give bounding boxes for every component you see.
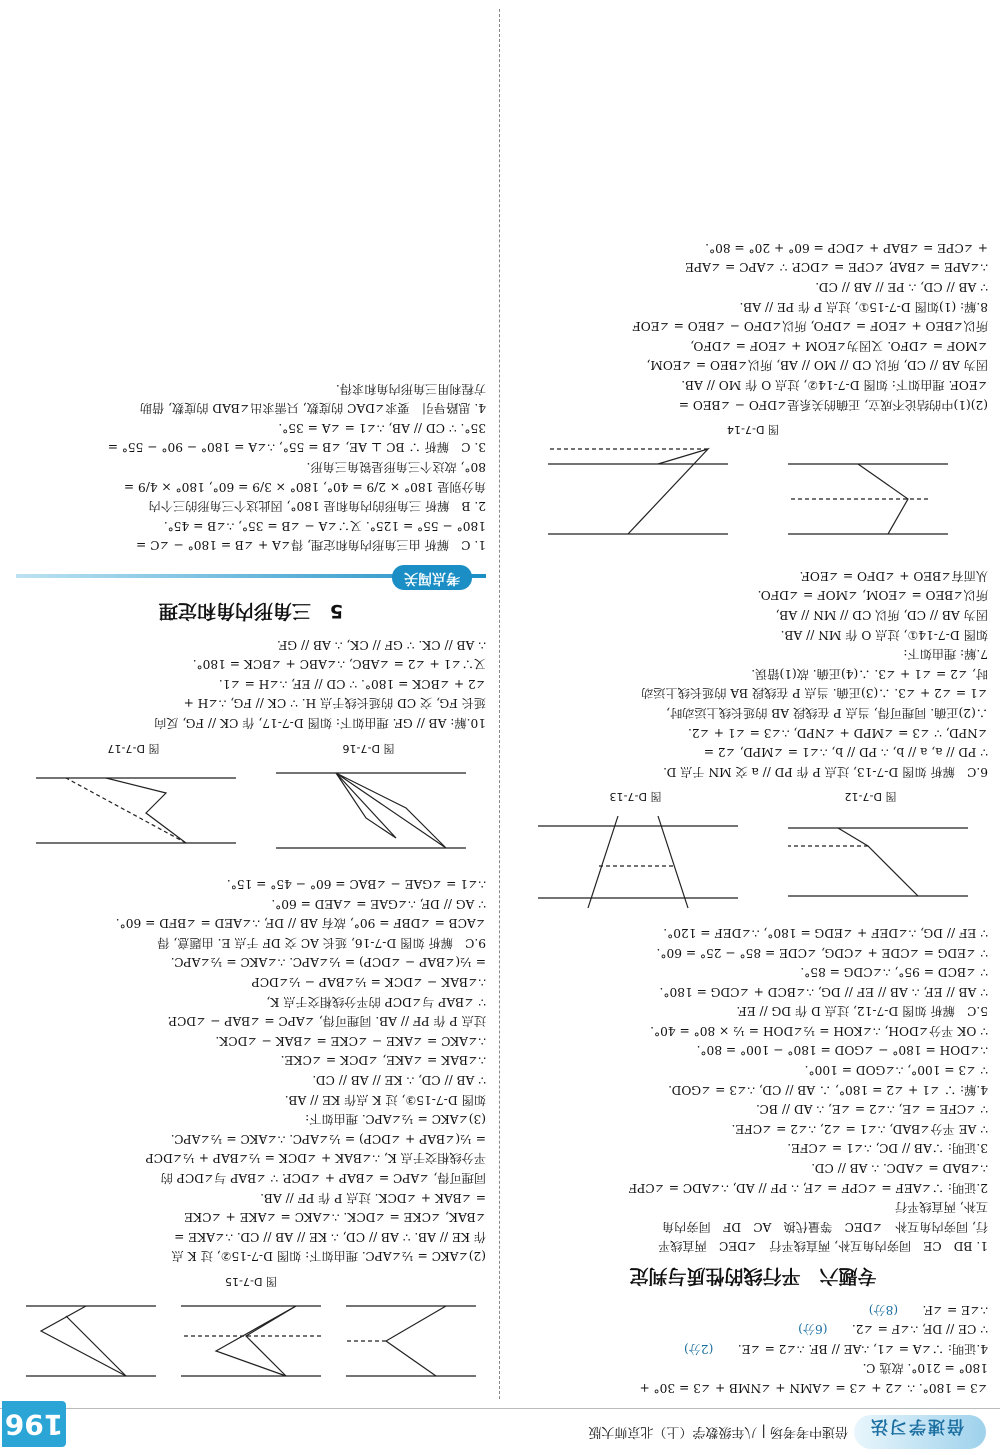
text-line: ∴∠AKC = ∠AKE − ∠CKE = ∠BAK − ∠DCK. xyxy=(215,1033,486,1048)
text-line: (2)∠AKC = ½∠APC. 理由如下: 如图 D-7-15②, 过 K 点 xyxy=(171,1249,486,1264)
text-line: ∴∠BAD = ∠ADC. ∴ AB // CD. xyxy=(811,1161,988,1176)
text-line: 因为 AB // CD, 所以 CD // MN // AB, xyxy=(775,608,988,622)
text-line: ∵ EF // DG, ∴∠DEF + ∠EDG = 180°, ∴∠DEF = 120°. xyxy=(663,925,988,940)
brand-logo: 倍速学习法 xyxy=(854,1415,986,1449)
text-line: ∠MOF = ∠DFO. 又因为∠EOM + ∠EOF = ∠DFO, xyxy=(690,338,988,353)
geometry-diagram xyxy=(16,1291,486,1391)
text-line: 180° − 55° = 125°. 又∵∠A − ∠B = 35°, ∴∠B = 45°. xyxy=(163,518,486,533)
text-line: 80°, 故这个三角形是锐角三角形. xyxy=(306,460,486,474)
section-title: 5 三角形内角和定理 xyxy=(158,599,344,622)
score-label: (8分) xyxy=(868,1302,899,1317)
geometry-diagram xyxy=(518,806,988,916)
text-line: 10.解: AB // GF. 理由如下: 如图 D-7-17, 作 CK // FG, 反向 xyxy=(154,715,486,730)
text-line: 过点 P 作 PF // AB. 同理可得, ∠APC = ∠BAP − ∠DCP. xyxy=(167,1014,486,1029)
section-title: 专题六 平行线的性质与判定 xyxy=(629,1265,877,1288)
text-line: ∠EOF. 理由如下: 如图 D-7-14②, 过点 O 作 MO // AB. xyxy=(681,378,988,393)
text-line: 4. 思路导引 要求∠DAC 的度数, 只需求出∠BAD 的度数, 借助 xyxy=(139,401,486,416)
text-line: ∵ AG // DF, ∴∠GAE = ∠AED = 60°. xyxy=(271,896,486,911)
text-line: 如图 D-7-15③, 过 K 点作 KE // AB. xyxy=(284,1092,486,1107)
text-line: 延长 FG, 交 CD 的延长线于点 H. ∵ CK // FG, ∴∠H + xyxy=(183,696,486,711)
text-line: 角分别是 180° × 2/9 = 40°, 180° × 3/9 = 60°, 180° × 4/9 = xyxy=(123,479,486,494)
text-line: ∵ CE // DF, ∴∠F = ∠2. (6分) xyxy=(798,1322,988,1337)
text-line: ∴∠BAK = ∠AKE, ∠DCK = ∠CKE. xyxy=(280,1053,486,1068)
book-title: 倍速中考考场 | 八年级数学（上）北京师大版 xyxy=(588,1424,848,1439)
text-line: 又∵∠1 + ∠2 = ∠ABC, ∴∠ABC + ∠BCK = 180°. xyxy=(192,657,486,672)
text-line: ∴∠APE = ∠BAP, ∠CPE = ∠DCP. ∵ ∠APC = ∠APE xyxy=(685,260,988,275)
text-line: 所以∠BEO + ∠EOF = ∠DFO, 所以∠DFO − ∠BEO = ∠EOF xyxy=(632,319,988,334)
text-line: ∵ AB // CD, ∴ KE // AB // CD. xyxy=(312,1073,486,1088)
text-line: 平分线相交于点 K, ∴∠BAK + ∠DCK = ½∠BAP + ½∠DCP xyxy=(145,1151,486,1166)
text-line: ∠2 + ∠BCK = 180°. ∵ CD // EF, ∴∠H = ∠1. xyxy=(218,676,486,691)
text-line: ∵ AE 平分∠BAD, ∴∠1 = ∠2, ∴∠2 = ∠CFE. xyxy=(731,1121,988,1136)
text-line: 互补, 两直线平行 xyxy=(894,1200,988,1215)
column-divider xyxy=(499,9,500,1399)
text-line: 如图 D-7-14①, 过点 O 作 MN // AB. xyxy=(780,627,988,642)
text-line: 3. C 解析 ∵ BC ⊥ AE, ∠B = 55°, ∴∠A = 180° − 90° − 55° = xyxy=(107,440,486,455)
text-line: 时, ∠2 = ∠1 + ∠3. ∴(4)正确. 故(1)错误. xyxy=(751,666,988,681)
left-column xyxy=(518,237,988,1397)
text-line: (2)(1)中的结论不成立, 正确的关系是∠DFO − ∠BEO = xyxy=(678,397,988,412)
geometry-diagram xyxy=(518,439,988,559)
text-line: ∠ACB = ∠DBF = 90°, 故有 AB // DF, ∴∠AED = ∠BFD = 60°. xyxy=(115,916,486,931)
text-line: ∵ PD // a, a // b, ∴ PD // b, ∴∠1 = ∠MPD, ∠2 = xyxy=(703,745,988,760)
page-number: 196 xyxy=(2,1401,66,1447)
text-line: ∠3 = 180°. ∴ ∠2 + ∠3 = ∠AMN + ∠NMB + ∠3 = 30° + xyxy=(639,1381,988,1395)
text-line: 从而有∠BEO + ∠DFO = ∠EOF. xyxy=(799,568,988,583)
text-line: ∴ AB // CK. ∵ GF // CK, ∴ AB // GF. xyxy=(277,637,486,652)
score-label: (6分) xyxy=(798,1322,828,1337)
text-line: (3)∠AKC = ½∠APC. 理由如下: xyxy=(305,1112,486,1127)
figure-caption: 图 D-7-14 xyxy=(727,423,779,437)
text-line: ∴∠DOH = 180° − ∠GOD = 180° − 100° = 80°. xyxy=(696,1043,988,1058)
text-line: 1. BD CE 同旁内角互补, 两直线平行 ∠DEC 两直线平 xyxy=(658,1239,988,1254)
text-line: ∵ OK 平分∠DOH, ∴∠KOH = ½∠DOH = ½ × 80° = 40°. xyxy=(650,1023,988,1038)
text-line: ∴∠BAK − ∠DCK = ½∠BAP − ½∠DCP xyxy=(251,975,486,990)
text-line: 35°. ∵ CD // AB, ∴∠1 = ∠A = 35°. xyxy=(278,420,486,435)
text-line: ∵ ∠BCD = 95°, ∴∠CDG = 85°. xyxy=(800,965,988,980)
text-line: 4.证明: ∵∠A = ∠1, ∴AE // BF. ∴∠2 = ∠E. (2分) xyxy=(683,1341,988,1356)
text-line: 2. B 解析 三角形的内角和是 180°, 因此这个三角形的三个内 xyxy=(148,499,486,514)
section-band xyxy=(16,562,486,590)
text-line: 9.C 解析 如图 D-7-16, 延长 AC 交 DF 于点 E. 由题意, 得 xyxy=(157,935,486,950)
text-line: = ½(∠BAP − ∠DCP) = ½∠APC. ∴∠AKC = ½∠APC. xyxy=(170,955,486,970)
text-line: 因为 AB // CD, 所以 CD // MO // AB, 所以∠BEO = ∠EOM, xyxy=(646,358,988,373)
text-line: 7.解: 理由如下: xyxy=(903,647,988,662)
figure-d-7-15 xyxy=(16,1271,486,1391)
text-line: 2.证明: ∵∠AEF = ∠CPF = ∠F, ∴ PF // AD, ∴∠ADC = ∠CPF xyxy=(628,1180,988,1195)
text-line: 行, 同旁内角互补 ∠DEC 等量代换 AC DF 同旁内角 xyxy=(661,1219,988,1234)
text-line: ∵ ∠CFE = ∠E, ∴∠2 = ∠E, ∴ AD // BC. xyxy=(756,1102,988,1117)
text-line: 1. C 解析 由三角形内角和定理, 得∠A + ∠B = 180° − ∠C = xyxy=(136,538,486,553)
figure-d-7-12-13 xyxy=(518,787,988,917)
page-header xyxy=(0,1408,1000,1455)
text-line: 5.C 解析 如图 D-7-12, 过点 D 作 DG // EF. xyxy=(736,1004,988,1019)
text-line: ∴∠E = ∠F. (8分) xyxy=(868,1302,988,1317)
text-line: ∵ ∠BAP 与∠DCP 的平分线相交于点 K, xyxy=(266,994,486,1009)
text-line: = ½(∠BAP + ∠DCP) = ½∠APC. ∴∠AKC = ½∠APC. xyxy=(170,1131,486,1146)
text-line: ∵ ∠3 = 100°, ∴∠GOD = 100°. xyxy=(804,1063,988,1078)
text-line: ∠BAK, ∠CKE = ∠DCK. ∴∠AKC = ∠AKE + ∠CKE xyxy=(184,1210,486,1225)
text-line: ∵ AB // CD, ∴ PE // AB // CD. xyxy=(815,280,988,295)
text-line: ∵ ∠EDG = ∠CDE + ∠CDG, ∠CDE = 85° − 25° = 60°. xyxy=(656,945,988,960)
figure-caption: 图 D-7-16 xyxy=(342,741,395,755)
figure-caption: 图 D-7-15 xyxy=(225,1275,277,1288)
text-line: ∴(2)正确. 同理可得, 当点 P 在线段 AB 的延长线上运动时, xyxy=(666,705,988,720)
text-line: ∠1 = ∠2 + ∠3. ∴(3)正确. 当点 P 在线段 BA 的延长线上运动 xyxy=(641,686,988,701)
score-label: (2分) xyxy=(683,1341,714,1356)
text-line: 同理可得, ∠APC = ∠BAP + ∠DCP. ∵ ∠BAP 与∠DCP 的 xyxy=(160,1171,486,1186)
text-line: + ∠CPE = ∠BAP + ∠DCP = 60° + 20° = 80°. xyxy=(705,240,988,255)
text-line: = ∠BAK + ∠DCK. 过点 P 作 PF // AB. xyxy=(260,1190,486,1205)
geometry-diagram xyxy=(16,758,486,868)
right-column xyxy=(16,378,486,1397)
figure-d-7-16-17 xyxy=(16,738,486,868)
figure-caption: 图 D-7-13 xyxy=(609,790,662,804)
text-line: 方程利用三角形内角和求得. xyxy=(335,381,486,396)
figure-d-7-14 xyxy=(518,420,988,560)
figure-caption: 图 D-7-17 xyxy=(107,741,160,755)
text-line: ∵ AB // EF, ∴ AB // EF // DG, ∴∠BCD + ∠CDG = 180°. xyxy=(659,984,988,999)
text-line: ∠NPD, ∵ ∠3 = ∠MPD + ∠NPD, ∴∠3 = ∠1 + ∠2. xyxy=(688,725,988,740)
text-line: 4.解: ∵ ∠1 + ∠2 = 180°, ∴ AB // CD, ∴∠3 = ∠GOD. xyxy=(668,1082,988,1097)
band-label: 考点闯关 xyxy=(392,565,472,591)
figure-caption: 图 D-7-12 xyxy=(844,790,897,804)
text-line: 180° = 210°. 故选 C. xyxy=(862,1361,988,1376)
text-line: 作 KE // AB. ∵ AB // CD, ∴ KE // AB // CD. ∴∠AKE = xyxy=(174,1229,486,1244)
text-line: 所以∠BEO = ∠EOM, ∠MOF = ∠DFO. xyxy=(757,588,988,603)
text-line: 6.C 解析 如图 D-7-13, 过点 P 作 PD // a 交 MN 于点 D. xyxy=(663,764,988,779)
text-line: 3.证明: ∵AB // DC, ∴∠1 = ∠CFE. xyxy=(787,1141,988,1156)
text-line: ∴∠1 = ∠GAE − ∠BAC = 60° − 45° = 15°. xyxy=(226,877,486,892)
text-line: 8.解: (1)如图 D-7-15①, 过点 P 作 PE // AB. xyxy=(739,299,988,314)
